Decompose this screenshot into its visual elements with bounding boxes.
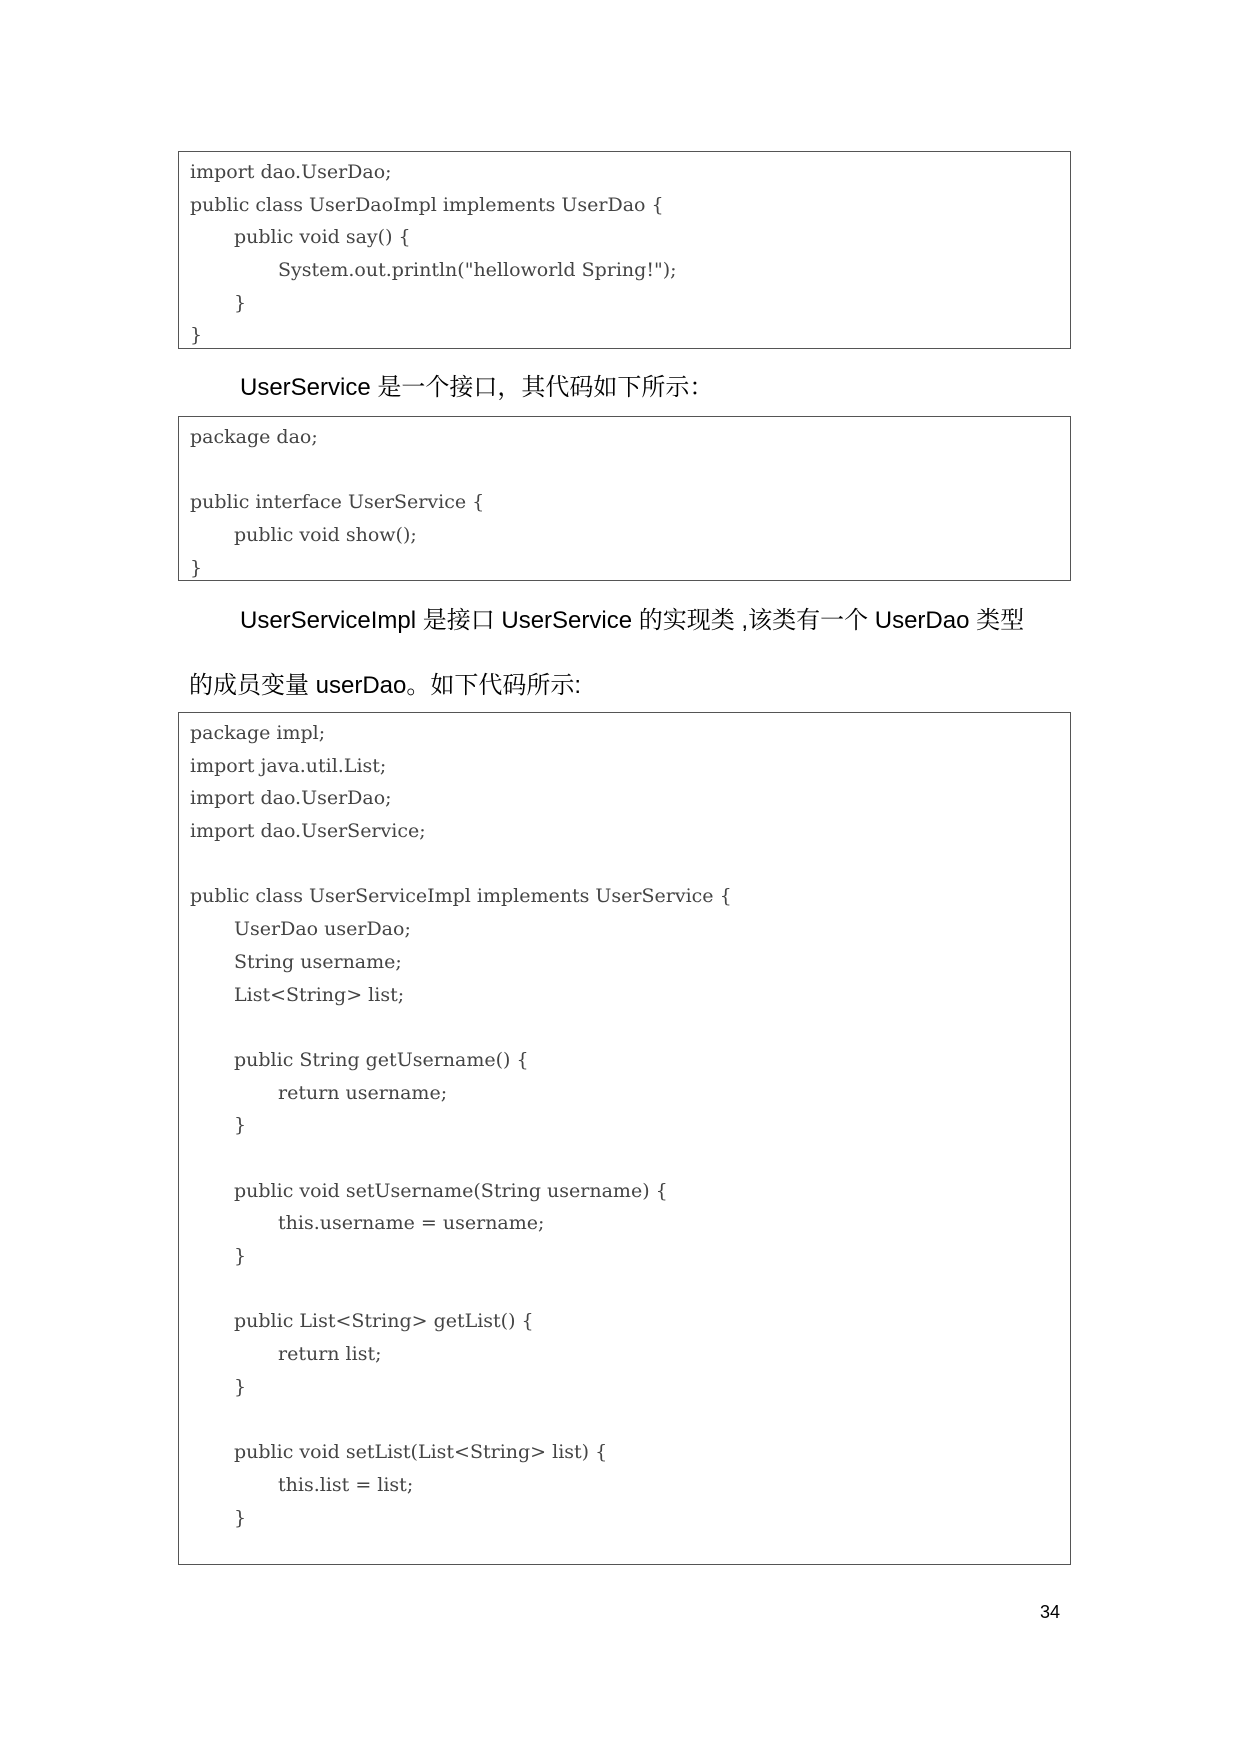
code-line: import dao.UserService; bbox=[190, 820, 426, 843]
code-line bbox=[190, 454, 1070, 487]
code-line: return username; bbox=[278, 1081, 448, 1104]
code-line bbox=[190, 1403, 1070, 1436]
code-line: List<String> list; bbox=[234, 983, 405, 1006]
page-number: 34 bbox=[1040, 1602, 1061, 1622]
code-line: } bbox=[190, 556, 203, 579]
code-line: return list; bbox=[278, 1343, 382, 1366]
code-line: public class UserServiceImpl implements UserService { bbox=[190, 885, 732, 908]
code-line: public interface UserService { bbox=[190, 491, 485, 514]
code-line: } bbox=[234, 1245, 247, 1267]
paragraph-userservice-intro: UserService 是一个接口，其代码如下所示： bbox=[240, 374, 714, 401]
code-line: this.list = list; bbox=[278, 1473, 414, 1496]
code-block-userdaoimpl bbox=[178, 151, 1071, 349]
code-line: public class UserDaoImpl implements UserDao { bbox=[190, 193, 664, 216]
code-line: String username; bbox=[234, 950, 402, 973]
code-line: package impl; bbox=[190, 722, 326, 744]
code-line: package dao; bbox=[190, 426, 318, 448]
code-line: } bbox=[234, 1506, 247, 1529]
code-line: } bbox=[234, 291, 247, 314]
code-line: import dao.UserDao; bbox=[190, 787, 392, 810]
code-block-userserviceimpl bbox=[178, 712, 1071, 1565]
code-line: public void say() { bbox=[234, 226, 411, 249]
code-line: public void setUsername(String username) { bbox=[234, 1179, 668, 1202]
code-line bbox=[190, 1011, 1070, 1044]
code-line: public List<String> getList() { bbox=[234, 1310, 534, 1333]
code-line bbox=[190, 1142, 1070, 1175]
code-line: UserDao userDao; bbox=[234, 918, 411, 941]
code-line: } bbox=[190, 324, 203, 347]
code-line: import java.util.List; bbox=[190, 754, 387, 777]
code-line: } bbox=[234, 1114, 247, 1137]
code-line: this.username = username; bbox=[278, 1212, 545, 1235]
code-line: public String getUsername() { bbox=[234, 1048, 529, 1071]
code-line bbox=[190, 848, 1070, 881]
paragraph-userserviceimpl-intro-line2: 的成员变量 userDao。如下代码所示: bbox=[189, 672, 582, 699]
paragraph-userserviceimpl-intro-line1: UserServiceImpl 是接口 UserService 的实现类 ,该类有一个 UserDao 类型 bbox=[240, 607, 1025, 634]
code-block-userservice bbox=[178, 416, 1071, 581]
code-line: public void show(); bbox=[234, 524, 417, 547]
code-line bbox=[190, 1273, 1070, 1306]
code-line: public void setList(List<String> list) { bbox=[234, 1441, 608, 1464]
code-line: System.out.println("helloworld Spring!"); bbox=[278, 259, 677, 282]
code-line: } bbox=[234, 1375, 247, 1398]
code-line: import dao.UserDao; bbox=[190, 161, 392, 183]
